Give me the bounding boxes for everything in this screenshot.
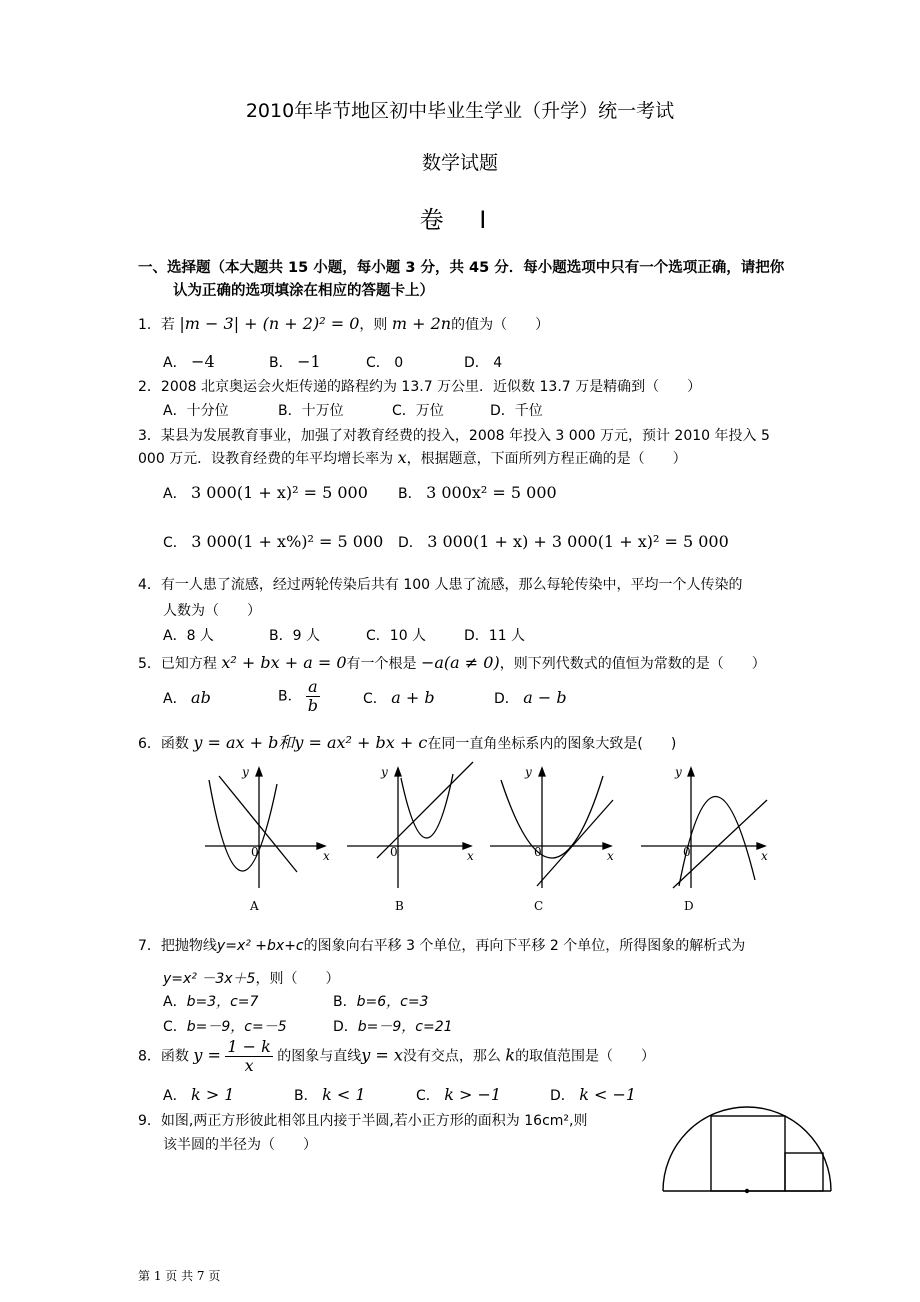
section-heading-cont: 认为正确的选项填涂在相应的答题卡上） [173,283,434,299]
q3-option-c: C． 3 000(1 + x%)² = 5 000 [163,532,384,551]
q2-option-b: B．十万位 [278,403,344,419]
graph-b-y-label: y [381,765,388,779]
graph-c-y-label: y [525,765,532,779]
q3-option-a: A． 3 000(1 + x)² = 5 000 [163,483,368,502]
q7-option-b: B．b=6，c=3 [333,994,429,1010]
q1-option-c: C． 0 [366,355,404,371]
graph-a [205,768,325,888]
q4-option-a: A．8 人 [163,628,214,644]
q7-option-a: A．b=3，c=7 [163,994,259,1010]
q4-option-c: C．10 人 [366,628,427,644]
graph-b-label: B [395,899,404,913]
graph-b [347,762,473,888]
question-3-stem-line2: 000 万元．设教育经费的年平均增长率为 x，根据题意，下面所列方程正确的是（ ） [138,448,687,467]
question-6-stem: 6．函数 y = ax + b和y = ax² + bx + c在同一直角坐标系内的图象大致是( ) [138,733,677,752]
q5-option-c: C． a + b [363,688,435,707]
q3-option-d: D． 3 000(1 + x) + 3 000(1 + x)² = 5 000 [398,532,729,551]
q2-option-d: D．千位 [490,403,543,419]
graph-a-origin: 0 [251,845,259,859]
question-7-stem-line1: 7．把抛物线y=x² +bx+c的图象向右平移 3 个单位，再向下平移 2 个单位，所得图象的解析式为 [138,938,746,954]
q8-option-c: C． k > −1 [416,1085,502,1104]
graph-a-label: A [250,899,259,913]
q3-option-b: B． 3 000x² = 5 000 [398,483,557,502]
graph-b-origin: 0 [390,845,398,859]
graph-d [641,768,767,888]
q1-option-b: B． −1 [269,352,321,371]
q8-option-a: A． k > 1 [163,1085,235,1104]
exam-subtitle: 数学试题 [421,152,498,174]
volume-label: 卷 I [419,206,501,234]
question-9-stem-line1: 9．如图,两正方形彼此相邻且内接于半圆,若小正方形的面积为 16cm²,则 [138,1113,588,1129]
q1-option-a: A． −4 [163,352,215,371]
section-heading: 一、选择题（本大题共 15 小题，每小题 3 分，共 45 分．每小题选项中只有一个选项正确，请把你 [138,260,785,276]
graph-d-x-label: x [761,849,768,863]
q7-option-d: D．b=－9，c=21 [333,1019,453,1035]
q4-option-d: D．11 人 [464,628,526,644]
page-footer: 第 1 页 共 7 页 [138,1269,221,1283]
graph-c-label: C [534,899,544,913]
q1-option-d: D． 4 [464,355,503,371]
graph-c-x-label: x [607,849,614,863]
question-8-stem: 8．函数 y = $\frac{1 - k}{x}$ 的图象与直线y = x没有交点，那么 k的取值范围是（ ） [138,1037,656,1075]
exam-title: 2010年毕节地区初中毕业生学业（升学）统一考试 [245,100,675,122]
q9-semicircle-figure [655,1100,845,1200]
question-5-stem: 5．已知方程 x² + bx + a = 0有一个根是 −a(a ≠ 0)，则下列代数式的值恒为常数的是（ ） [138,653,766,672]
question-1-stem: 1．若 |m − 3| + (n + 2)² = 0，则 m + 2n的值为（ ） [138,314,550,333]
graph-c [490,768,613,888]
q2-option-c: C．万位 [392,403,444,419]
graph-d-label: D [684,899,694,913]
question-9-stem-line2: 该半圆的半径为（ ） [163,1137,317,1153]
q5-option-b: B． $\frac{a}{b}$ [278,677,318,715]
question-4-stem-line1: 4．有一人患了流感，经过两轮传染后共有 100 人患了流感，那么每轮传染中，平均一个人传染的 [138,577,743,593]
q7-option-c: C．b=－9，c=－5 [163,1019,287,1035]
q8-option-d: D． k < −1 [550,1085,637,1104]
question-2-stem: 2．2008 北京奥运会火炬传递的路程约为 13.7 万公里．近似数 13.7 万是精确到（ ） [138,379,702,395]
q6-graphs [195,760,785,920]
q4-option-b: B．9 人 [269,628,320,644]
graph-b-x-label: x [467,849,474,863]
q5-option-d: D． a − b [494,688,567,707]
q8-option-b: B． k < 1 [294,1085,366,1104]
question-4-stem-line2: 人数为（ ） [163,603,261,619]
graph-d-origin: 0 [683,845,691,859]
question-7-stem-line2: y=x² －3x＋5，则（ ） [163,971,340,987]
graph-a-x-label: x [323,849,330,863]
question-3-stem-line1: 3．某县为发展教育事业，加强了对教育经费的投入，2008 年投入 3 000 万元，预计 2010 年投入 5 [138,428,770,444]
q5-option-a: A． ab [163,688,211,707]
q2-option-a: A．十分位 [163,403,229,419]
graph-c-origin: 0 [534,845,542,859]
graph-d-y-label: y [675,765,682,779]
graph-a-y-label: y [242,765,249,779]
